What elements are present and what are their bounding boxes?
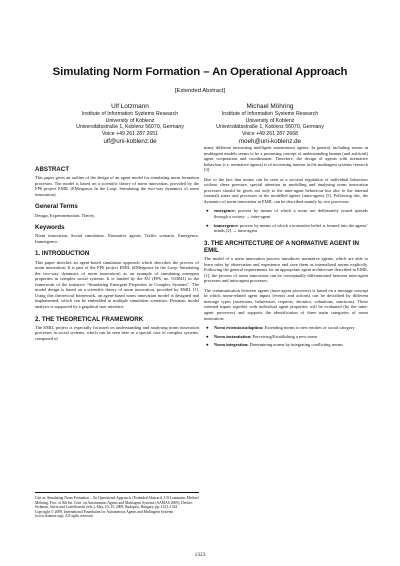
list-term: Norm instantiation: <box>214 333 252 339</box>
paragraph: many different interacting intelligent autonomous agents. In general, including norms in multiagent models seems to be a promising concept of understanding human (and artificial) agent cooperation and coordination. Therefore, the design of agents with normative behaviour (i.e. normative agents) is of increasing interest in the multiagent systems research [3]. <box>204 145 368 173</box>
framework-heading: 2. THE THEORETICAL FRAMEWORK <box>35 315 144 323</box>
abstract-text: This paper gives an outline of the design of an agent model for simulating norm formation processes. The model is based on a scientific theory of norm innovation, provided by the FP6 project EMIL (EMergence In the Loop: Simulating the two-way dynamics of norm innovation). <box>35 175 199 197</box>
paragraph: Due to the fact that norms can be seen as a societal regulation of individual behaviour without sheer pressure, special attention in modelling and analysing norm innovation processes should be given not only to the inter-agent behaviour but also to the internal (mental) states and processes of the modelled agents (intra-agent) [5]. Following this, the dynamics of norm innovation in EMIL can be described mainly by two processes: <box>204 176 368 204</box>
author-institute: Institute of Information Systems Research <box>221 111 319 117</box>
bullet-icon: ● <box>206 342 209 348</box>
list-item <box>204 334 368 340</box>
list-item <box>204 208 368 219</box>
list-item <box>204 223 368 234</box>
right-column <box>204 145 368 352</box>
author-university: University of Koblenz <box>245 117 295 124</box>
list-term: immergence: <box>214 222 239 228</box>
innovation-list <box>204 325 368 348</box>
keywords-text: Norm innovation, Social simulation, Normative agents, Traffic scenario, Emergence, Immergence. <box>35 233 199 244</box>
author-block-2 <box>185 103 355 146</box>
paragraph: The communication between agents (inter-agent processes) is based on a message concept in which norm-related agent inputs (events and actions) can be described by different message types (assertions, behaviours, requests, deontics, valuations, sanctions). These external inputs together with individual agent properties will be evaluated (by the intra-agent processes) and supports the identification of three main categories of norm innovation: <box>204 287 368 321</box>
bullet-icon: ● <box>206 333 209 339</box>
author-phone: Voice +49 261 287 2668 <box>241 130 299 137</box>
author-name: Ulf Lotzmann <box>111 103 149 110</box>
introduction-text: This paper sketches an agent-based simulation approach which describes the process of norm innovation. It is part of the FP6 project EMIL (EMergence In the Loop: Simulating the two-way dynamics of norm innovation) as an example of simulating emergent properties in complex social systems. It is funded by the EU (FP6, no. 033841) in the framework of the initiative “Simulating Emergent Properties in Complex Systems”. The model design is based on a scientific theory of norm innovation, provided by EMIL [1]. Using this theoretical framework, an agent-based norm innovation model is designed and implemented, which can be embedded in multiple simulation scenarios. Dynamic model analysis is supported by a graphical user interface. <box>35 259 199 310</box>
bullet-icon: ● <box>206 208 209 214</box>
left-column <box>35 166 199 345</box>
author-institute: Institute of Information Systems Research <box>81 111 179 117</box>
paper-subtitle: [Extended Abstract] <box>174 88 226 94</box>
list-term: emergence: <box>214 208 236 214</box>
paper-title: Simulating Norm Formation – An Operational Approach <box>52 66 348 78</box>
architecture-heading: 3. THE ARCHITECTURE OF A NORMATIVE AGENT IN EMIL <box>204 239 360 254</box>
copyright-box <box>35 492 199 519</box>
author-phone: Voice +49 261 287 2651 <box>101 130 159 137</box>
list-text: Determining norms by integrating conflicting norms <box>249 342 343 348</box>
author-address: Universitätsstraße 1, Koblenz 56070, Germany <box>76 124 184 131</box>
list-text: process by means of which a normative belief is formed into the agents’ minds [2] → intra-agent <box>214 222 368 234</box>
author-university: University of Koblenz <box>105 117 155 124</box>
list-item <box>204 325 368 331</box>
list-term: Norm extension/adaption: <box>214 325 264 331</box>
list-text: process by means of which a norm not deliberately issued spreads through a society → inter-agent <box>214 208 369 220</box>
process-list <box>204 208 368 233</box>
keywords-heading: Keywords <box>35 224 65 232</box>
introduction-heading: 1. INTRODUCTION <box>35 250 90 258</box>
copyright-notice: Copyright © 2009, International Foundation for Autonomous Agents and Multiagent Systems (www.ifaamas.org). All rights reserved. <box>35 509 174 519</box>
framework-text: The EMIL project is especially focussed on understanding and analysing norm innovation processes in social systems, which can be seen here as a special case of complex systems, composed of <box>35 324 199 341</box>
author-name: Michael Möhring <box>246 103 294 110</box>
author-address: Universitätsstraße 1, Koblenz 56070, Germany <box>216 124 324 131</box>
list-text: Perceiving/Establishing a new norm <box>252 333 317 339</box>
page-number: 1323 <box>194 552 206 558</box>
author-email: moeh@uni-koblenz.de <box>238 138 301 146</box>
list-term: Norm integration: <box>214 342 249 348</box>
list-text: Extending norms to new entities or social category <box>264 325 355 331</box>
list-item <box>204 342 368 348</box>
bullet-icon: ● <box>206 325 209 331</box>
paragraph: The model of a norm innovation process introduces normative agents, which are able to learn rules by observation and experience and save them as internalized norms explicitly. Following the general requirements for an appropriate agent architecture described in EMIL [1], the process of norm innovation can be conceptually differentiated between inter-agent processes and intra-agent processes. <box>204 256 368 284</box>
general-terms-text: Design, Experimentation, Theory. <box>35 212 96 218</box>
general-terms-heading: General Terms <box>35 203 78 211</box>
bullet-icon: ● <box>206 222 209 228</box>
abstract-heading: ABSTRACT <box>35 166 70 173</box>
author-email: ulf@uni-koblenz.de <box>103 138 157 146</box>
citation-text: Cite as: Simulating Norm Formation – An Operational Approach, (Extended Abstract), Ulf Lotzmann, Michael Möhring, Proc. of 8th Int. Conf. on Autonomous Agents and Multiagent Systems (AAMAS 2009), Decker, Sichman, Sierra and Castelfranchi (eds.), May, 10–15, 2009, Budapest, Hungary, pp. 1323–1324 <box>35 496 199 510</box>
